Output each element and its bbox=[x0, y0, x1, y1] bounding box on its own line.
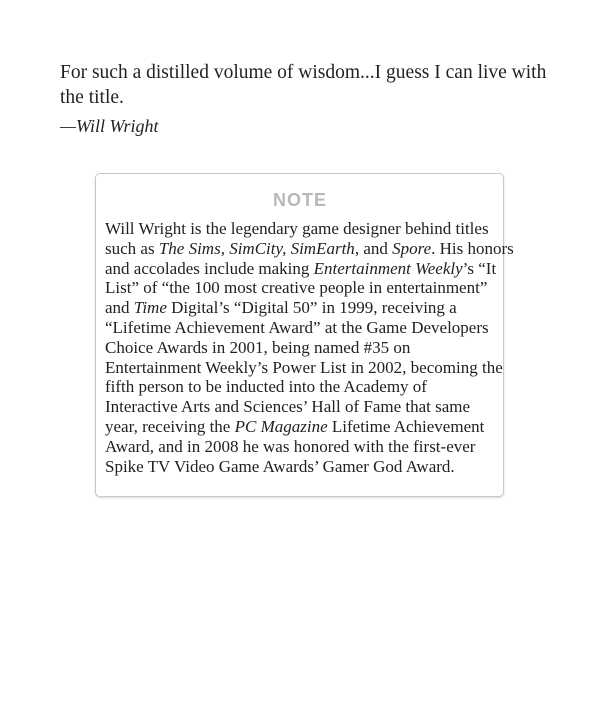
note-line bbox=[105, 298, 514, 318]
note-text: fifth person to be inducted into the Academy of bbox=[105, 377, 427, 397]
note-line bbox=[105, 377, 514, 397]
note-text: Award, and in 2008 he was honored with the first-ever bbox=[105, 436, 476, 456]
note-text: Digital’s “Digital 50” in 1999, receiving a bbox=[166, 298, 457, 318]
note-line bbox=[105, 318, 514, 338]
note-line bbox=[105, 417, 514, 437]
note-italic-title: Entertainment Weekly bbox=[313, 258, 463, 278]
note-line bbox=[105, 437, 514, 457]
note-text: and bbox=[105, 298, 134, 318]
note-italic-title: PC Magazine bbox=[234, 416, 328, 436]
note-text: , and bbox=[354, 238, 393, 258]
note-text: Will Wright is the legendary game designer behind titles bbox=[105, 219, 489, 238]
note-line bbox=[105, 219, 514, 239]
note-line bbox=[105, 259, 514, 279]
note-text: Entertainment Weekly’s Power List in 2002, becoming the bbox=[105, 357, 503, 377]
note-text: Choice Awards in 2001, being named #35 on bbox=[105, 337, 411, 357]
note-text: List” of “the 100 most creative people in entertainment” bbox=[105, 278, 488, 298]
note-text: year, receiving the bbox=[105, 416, 235, 436]
note-italic-title: Spore bbox=[392, 238, 432, 258]
note-line bbox=[105, 338, 514, 358]
epigraph-attribution: —Will Wright bbox=[60, 116, 159, 136]
note-line bbox=[105, 457, 514, 477]
note-body bbox=[105, 219, 514, 476]
note-text: “Lifetime Achievement Award” at the Game Developers bbox=[105, 317, 489, 337]
note-italic-title: Time bbox=[133, 298, 167, 318]
note-text: Interactive Arts and Sciences’ Hall of Fame that same bbox=[105, 397, 471, 417]
note-text: . His honors bbox=[431, 238, 514, 258]
note-line bbox=[105, 239, 514, 259]
epigraph-quote: For such a distilled volume of wisdom...I guess I can live with the title. bbox=[60, 62, 547, 108]
note-italic-title: The Sims, SimCity, SimEarth bbox=[158, 238, 355, 258]
note-text: and accolades include making bbox=[105, 258, 314, 278]
note-text: Lifetime Achievement bbox=[327, 416, 485, 436]
note-line bbox=[105, 397, 514, 417]
note-line bbox=[105, 358, 514, 378]
note-text: ’s “It bbox=[462, 258, 497, 278]
note-title: NOTE bbox=[272, 190, 327, 210]
note-line bbox=[105, 278, 514, 298]
note-text: Spike TV Video Game Awards’ Gamer God Award. bbox=[105, 456, 455, 476]
note-text: such as bbox=[105, 238, 159, 258]
